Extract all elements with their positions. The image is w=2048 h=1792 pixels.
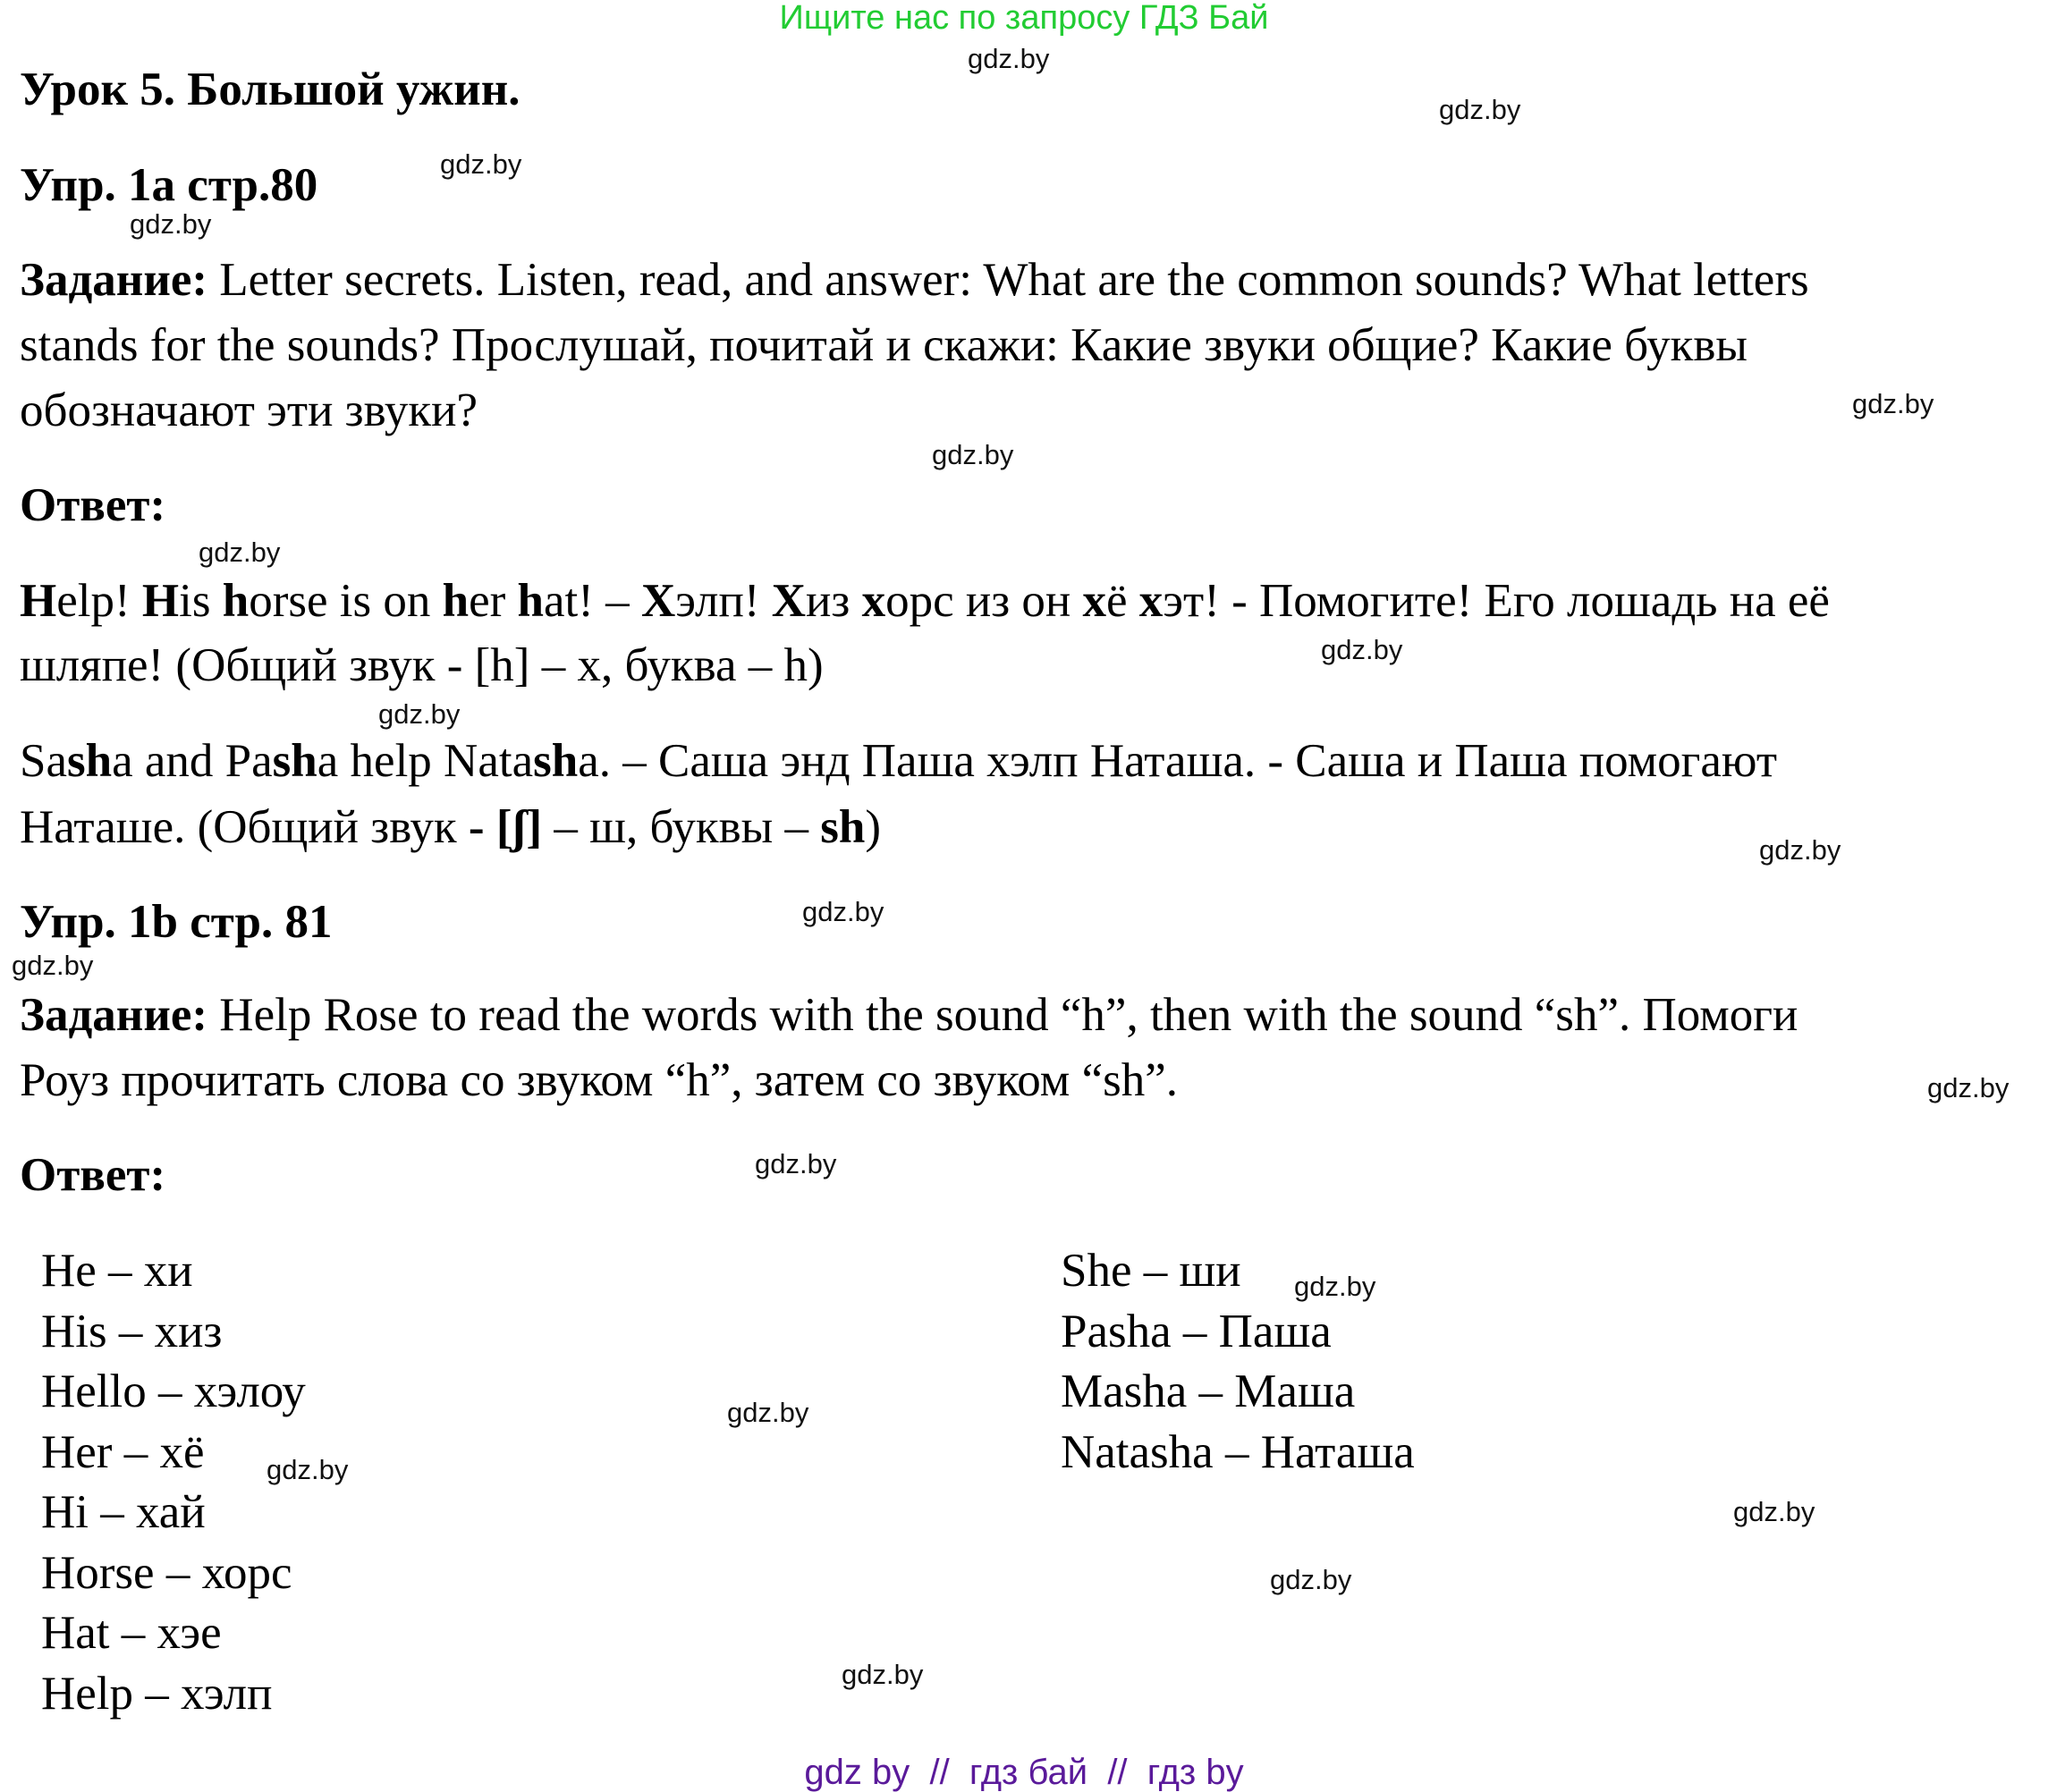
watermark: gdz.by bbox=[932, 439, 1014, 470]
text-segment: Sa bbox=[20, 735, 67, 787]
text-segment: шляпе! (Общий звук - [h] – х, буква – h) bbox=[20, 639, 824, 691]
watermark: gdz.by bbox=[755, 1148, 837, 1179]
text-segment: at! – bbox=[544, 575, 641, 627]
highlighted-letters: sh bbox=[533, 735, 579, 787]
answer-line bbox=[20, 574, 1830, 628]
text-segment: ё bbox=[1106, 575, 1139, 627]
watermark: gdz.by bbox=[1733, 1496, 1815, 1527]
watermark: gdz.by bbox=[267, 1454, 349, 1485]
watermark: gdz.by bbox=[199, 537, 281, 568]
highlighted-letters: h bbox=[442, 575, 470, 627]
h-word: Horse – хорс bbox=[41, 1547, 292, 1599]
highlighted-letters: х bbox=[861, 575, 886, 627]
text-segment: orse is on bbox=[249, 575, 443, 627]
text-segment: a. – Саша энд Паша хэлп Наташа. - Саша и Паша помогают bbox=[578, 735, 1777, 787]
watermark: gdz.by bbox=[727, 1397, 809, 1428]
highlighted-letters: h bbox=[517, 575, 545, 627]
watermark: gdz.by bbox=[378, 698, 461, 730]
highlighted-letters: Х bbox=[640, 575, 676, 627]
h-word: Her – хё bbox=[41, 1426, 205, 1478]
highlighted-letters: - [ʃ] bbox=[468, 801, 543, 853]
text-segment: a help Nata bbox=[317, 735, 534, 787]
search-banner: Ищите нас по запросу ГДЗ Бай bbox=[779, 0, 1269, 37]
highlighted-letters: H bbox=[20, 575, 57, 627]
text-segment: – ш, буквы – bbox=[542, 801, 821, 853]
text-segment: elp! bbox=[56, 575, 142, 627]
text-segment: элп! bbox=[675, 575, 772, 627]
h-word: His – хиз bbox=[41, 1306, 223, 1357]
text-segment: эт! - Помогите! Его лошадь на её bbox=[1163, 575, 1830, 627]
h-word: Hi – хай bbox=[41, 1486, 206, 1538]
h-word: Help – хэлп bbox=[41, 1668, 273, 1720]
watermark: gdz.by bbox=[1294, 1271, 1376, 1302]
exercise-1a-task-line: stands for the sounds? Прослушай, почитай и скажи: Какие звуки общие? Какие буквы bbox=[20, 319, 1748, 371]
answer-line bbox=[20, 638, 824, 692]
text-segment: ) bbox=[865, 801, 882, 853]
h-word: Hello – хэлоу bbox=[41, 1365, 306, 1417]
exercise-1a-task-line: Задание: Letter secrets. Listen, read, and answer: What are the common sounds? What letters bbox=[20, 254, 1809, 306]
watermark: gdz.by bbox=[440, 148, 522, 180]
watermark: gdz.by bbox=[1321, 634, 1403, 665]
watermark: gdz.by bbox=[130, 208, 212, 240]
highlighted-letters: sh bbox=[67, 735, 113, 787]
exercise-1a-answer-label: Ответ: bbox=[20, 479, 166, 531]
highlighted-letters: sh bbox=[820, 801, 866, 853]
text-segment: er bbox=[469, 575, 518, 627]
watermark: gdz.by bbox=[12, 950, 94, 981]
watermark: gdz.by bbox=[802, 896, 884, 927]
footer-watermark: gdz by // гдз бай // гдз by bbox=[804, 1753, 1244, 1792]
exercise-1a-task-line: обозначают эти звуки? bbox=[20, 385, 478, 436]
answer-line bbox=[20, 800, 881, 854]
text-segment: орс из он bbox=[885, 575, 1083, 627]
answer-line bbox=[20, 734, 1777, 788]
sh-word: Natasha – Наташа bbox=[1061, 1426, 1415, 1478]
lesson-title: Урок 5. Большой ужин. bbox=[20, 63, 520, 115]
highlighted-letters: Х bbox=[771, 575, 807, 627]
exercise-1b-answer-label: Ответ: bbox=[20, 1149, 166, 1201]
exercise-1b-task-line: Задание: Help Rose to read the words with the sound “h”, then with the sound “sh”. Помоги bbox=[20, 989, 1798, 1041]
highlighted-letters: sh bbox=[272, 735, 317, 787]
text-segment: a and Pa bbox=[112, 735, 273, 787]
sh-word: Masha – Маша bbox=[1061, 1365, 1356, 1417]
text-segment: is bbox=[179, 575, 223, 627]
task-label: Задание: bbox=[20, 254, 208, 306]
highlighted-letters: H bbox=[141, 575, 180, 627]
watermark: gdz.by bbox=[1759, 834, 1841, 866]
exercise-1a-heading: Упр. 1a стр.80 bbox=[20, 159, 318, 211]
highlighted-letters: х bbox=[1138, 575, 1164, 627]
text-segment: из bbox=[806, 575, 862, 627]
watermark: gdz.by bbox=[1270, 1564, 1352, 1595]
task-label: Задание: bbox=[20, 989, 208, 1041]
watermark: gdz.by bbox=[1852, 388, 1934, 419]
watermark: gdz.by bbox=[1927, 1072, 2010, 1103]
sh-word: Pasha – Паша bbox=[1061, 1306, 1332, 1357]
sh-word: She – ши bbox=[1061, 1245, 1241, 1297]
watermark: gdz.by bbox=[842, 1659, 924, 1690]
text-segment: Наташе. (Общий звук bbox=[20, 801, 469, 853]
highlighted-letters: х bbox=[1082, 575, 1107, 627]
watermark: gdz.by bbox=[1439, 94, 1521, 125]
exercise-1b-heading: Упр. 1b стр. 81 bbox=[20, 896, 333, 948]
watermark: gdz.by bbox=[968, 43, 1050, 74]
h-word: Hat – хэе bbox=[41, 1607, 222, 1659]
exercise-1b-task-line: Роуз прочитать слова со звуком “h”, затем со звуком “sh”. bbox=[20, 1054, 1179, 1106]
h-word: He – хи bbox=[41, 1245, 193, 1297]
highlighted-letters: h bbox=[222, 575, 250, 627]
